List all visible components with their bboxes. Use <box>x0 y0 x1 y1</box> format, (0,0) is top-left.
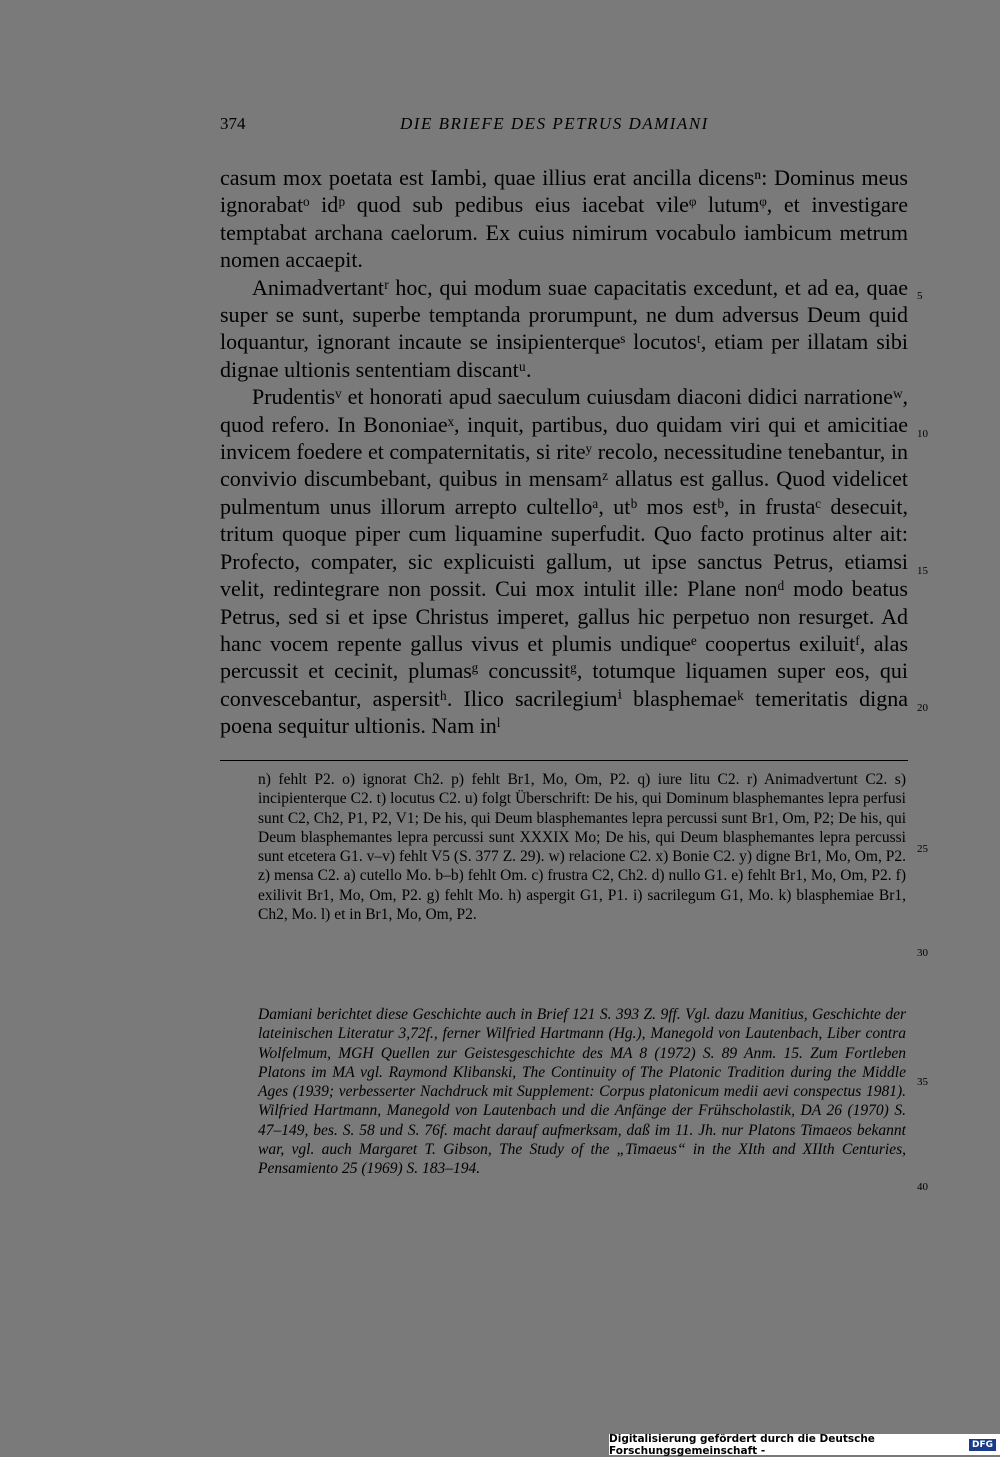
footer-text: Digitalisierung gefördert durch die Deutsche Forschungsgemeinschaft - <box>609 1432 875 1457</box>
critical-apparatus: n) fehlt P2. o) ignorat Ch2. p) fehlt Br1, Mo, Om, P2. q) iure litu C2. r) Animadvertunt C2. s) incipienterque C2. t) locutus C2. u) folgt Überschrift: De his, qui Dominum blasphemantes lepra perfusi sunt C2, Ch2, P1, P2, V1; De his, qui Deum blasphemantes lepra percussi sunt Br1, Om, P2; De his, qui Deum blasphemantes lepra percussi sunt XXXIX Mo; De his, qui Deum blasphemantes lepra percussi sunt etcetera G1. v–v) fehlt V5 (S. 377 Z. 29). w) relacione C2. x) Bonie C2. y) digne Br1, Mo, Om, P2. z) mensa C2. a) cutello Mo. b–b) fehlt Om. c) frustra C2, Ch2. d) nullo G1. e) fehlt Br1, Mo, Om, P2. f) exilivit Br1, Mo, Om, P2. g) fehlt Mo. h) aspergit G1, P1. i) sacrilegum G1, Mo. k) blasphemiae Br1, Ch2, Mo. l) et in Br1, Mo, Om, P2. <box>258 771 906 924</box>
line-number: 30 <box>917 947 928 959</box>
footnote-rule <box>220 760 908 761</box>
commentary-notes: Damiani berichtet diese Geschichte auch in Brief 121 S. 393 Z. 9ff. Vgl. dazu Manitius, Geschichte der lateinischen Literatur 3,72f., ferner Wilfried Hartmann (Hg.), Manegold von Lautenbach, Liber contra Wolfelmum, MGH Quellen zur Geistesgeschichte des MA 8 (1972) S. 89 Anm. 15. Zum Fortleben Platons im MA vgl. Raymond Klibanski, The Continuity of The Platonic Tradition during the Middle Ages (1939; verbesserter Nachdruck mit Supplement: Corpus platonicum medii aevi conspectus 1981). Wilfried Hartmann, Manegold von Lautenbach und die Anfänge der Frühscholastik, DA 26 (1970) S. 47–149, bes. S. 58 und S. 76f. macht darauf aufmerksam, daß im 11. Jh. nur Platons Timaeos bekannt war, vgl. auch Margaret T. Gibson, The Study of the „Timaeus“ in the XIth and XIIth Centuries, Pensamiento 25 (1969) S. 183–194. <box>258 1006 906 1178</box>
paragraph-1: casum mox poetata est Iambi, quae illius erat ancilla dicensⁿ: Dominus meus ignorabatᵒ idᵖ quod sub pedibus eius iacebat vileᵠ lutumᵠ, et investigare temptabat archana caelorum. Ex cuius nimirum vocabulo iambicum metrum nomen accaepit. <box>220 165 908 273</box>
dfg-logo: DFG <box>969 1439 996 1451</box>
paragraph-3: Prudentisᵛ et honorati apud saeculum cuiusdam diaconi didici narrationeʷ, quod refero. In Bononiaeˣ, inquit, partibus, duo quidam viri qui et amicitiae invicem foedere et compaternitatis, si riteʸ recolo, necessitudine tenebantur, in convivio discumbebant, quibus in mensamᶻ allatus est gallus. Quod videlicet pulmentum unus illorum arrepto cultelloᵃ, utᵇ mos estᵇ, in frustaᶜ desecuit, tritum quoque piper cum liquamine superfudit. Quo facto protinus alter ait: Profecto, compater, sic explicuisti gallum, ut ipse sanctus Petrus, etiamsi velit, redintegrare non possit. Cui mox intulit ille: Plane nonᵈ modo beatus Petrus, sed si et ipse Christus imperet, gallus hic perpetuo non resurget. Ad hanc vocem repente gallus vivus et plumis undiqueᵉ coopertus exiluitᶠ, alas percussit et cecinit, plumasᵍ concussitᵍ, totumque liquamen super eos, qui convescebantur, aspersitʰ. Ilico sacrilegiumⁱ blasphemaeᵏ temeritatis digna poena sequitur ultionis. Nam inˡ <box>220 384 908 739</box>
line-number: 20 <box>917 702 928 714</box>
line-number: 15 <box>917 565 928 577</box>
line-number: 5 <box>917 290 923 302</box>
line-number: 10 <box>917 428 928 440</box>
line-number: 40 <box>917 1181 928 1193</box>
paragraph-2: Animadvertantʳ hoc, qui modum suae capacitatis excedunt, et ad ea, quae super se sunt, superbe temptanda prorumpunt, ne dum adversus Deum quid loquantur, ignorant incaute se insipienterqueˢ locutosᵗ, etiam per illatam sibi dignae ultionis sententiam discantᵘ. <box>220 274 908 382</box>
line-number: 35 <box>917 1076 928 1088</box>
line-number: 25 <box>917 843 928 855</box>
digitization-footer <box>609 1434 1000 1455</box>
running-title: DIE BRIEFE DES PETRUS DAMIANI <box>400 114 709 133</box>
main-text <box>220 164 908 740</box>
page-number: 374 <box>220 114 246 133</box>
page-header <box>220 114 910 140</box>
